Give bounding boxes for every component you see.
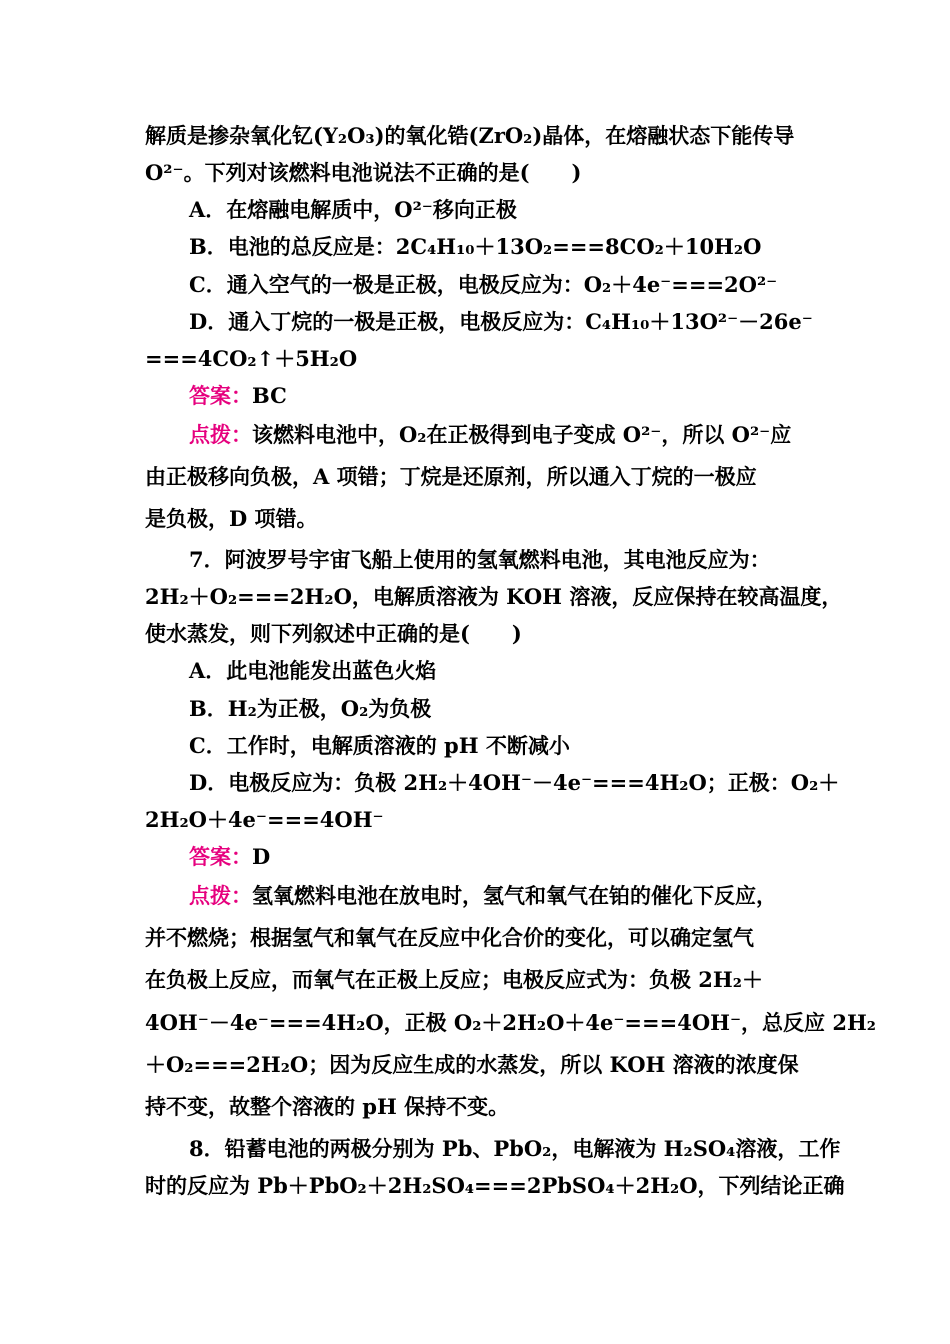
q7-option-d: D．电极反应为：负极 2H₂＋4OH⁻－4e⁻===4H₂O；正极：O₂＋ <box>189 770 840 795</box>
q7-hint-line: 4OH⁻－4e⁻===4H₂O，正极 O₂＋2H₂O＋4e⁻===4OH⁻，总反应 2H₂ <box>145 1010 876 1035</box>
q6-hint-line: 是负极，D 项错。 <box>145 506 318 531</box>
q6-stem-line: 解质是掺杂氧化钇(Y₂O₃)的氧化锆(ZrO₂)晶体，在熔融状态下能传导 <box>145 123 795 148</box>
q6-hint-line: 由正极移向负极，A 项错；丁烷是还原剂，所以通入丁烷的一极应 <box>145 464 757 489</box>
q6-option-c: C．通入空气的一极是正极，电极反应为：O₂＋4e⁻===2O²⁻ <box>189 272 778 297</box>
q7-hint <box>189 881 777 911</box>
hint-label: 点拨： <box>189 422 252 447</box>
q6-stem-line: O²⁻。下列对该燃料电池说法不正确的是( ) <box>145 160 582 185</box>
q7-hint-line: 并不燃烧；根据氢气和氧气在反应中化合价的变化，可以确定氢气 <box>145 925 754 950</box>
answer-label: 答案： <box>189 844 252 869</box>
q7-option-b: B．H₂为正极，O₂为负极 <box>189 696 432 721</box>
q7-option-c: C．工作时，电解质溶液的 pH 不断减小 <box>189 733 570 758</box>
q7-option-a: A．此电池能发出蓝色火焰 <box>189 658 437 683</box>
q6-option-d: D．通入丁烷的一极是正极，电极反应为：C₄H₁₀＋13O²⁻－26e⁻ <box>189 309 813 334</box>
hint-text: 该燃料电池中，O₂在正极得到电子变成 O²⁻，所以 O²⁻应 <box>252 422 792 447</box>
q7-answer <box>189 842 270 872</box>
q8-stem-line: 时的反应为 Pb＋PbO₂＋2H₂SO₄===2PbSO₄＋2H₂O，下列结论正确 <box>145 1173 845 1198</box>
q7-hint-line: ＋O₂===2H₂O；因为反应生成的水蒸发，所以 KOH 溶液的浓度保 <box>145 1052 799 1077</box>
answer-value: BC <box>252 383 287 408</box>
q7-hint-line: 持不变，故整个溶液的 pH 保持不变。 <box>145 1094 510 1119</box>
q6-option-d-cont: ===4CO₂↑＋5H₂O <box>145 346 358 371</box>
q8-stem-line: 8．铅蓄电池的两极分别为 Pb、PbO₂，电解液为 H₂SO₄溶液，工作 <box>189 1136 841 1161</box>
q6-hint <box>189 420 791 450</box>
hint-label: 点拨： <box>189 883 252 908</box>
q7-hint-line: 在负极上反应，而氧气在正极上反应；电极反应式为：负极 2H₂＋ <box>145 967 763 992</box>
hint-text: 氢氧燃料电池在放电时，氢气和氧气在铂的催化下反应， <box>252 883 777 908</box>
q7-stem-line: 2H₂＋O₂===2H₂O，电解质溶液为 KOH 溶液，反应保持在较高温度， <box>145 584 843 609</box>
q6-option-a: A．在熔融电解质中，O²⁻移向正极 <box>189 197 517 222</box>
answer-value: D <box>252 844 271 869</box>
q7-stem-line: 7．阿波罗号宇宙飞船上使用的氢氧燃料电池，其电池反应为： <box>189 547 771 572</box>
answer-label: 答案： <box>189 383 252 408</box>
q7-stem-line: 使水蒸发，则下列叙述中正确的是( ) <box>145 621 522 646</box>
q6-option-b: B．电池的总反应是：2C₄H₁₀＋13O₂===8CO₂＋10H₂O <box>189 234 762 259</box>
q7-option-d-cont: 2H₂O＋4e⁻===4OH⁻ <box>145 807 384 832</box>
q6-answer <box>189 381 287 411</box>
